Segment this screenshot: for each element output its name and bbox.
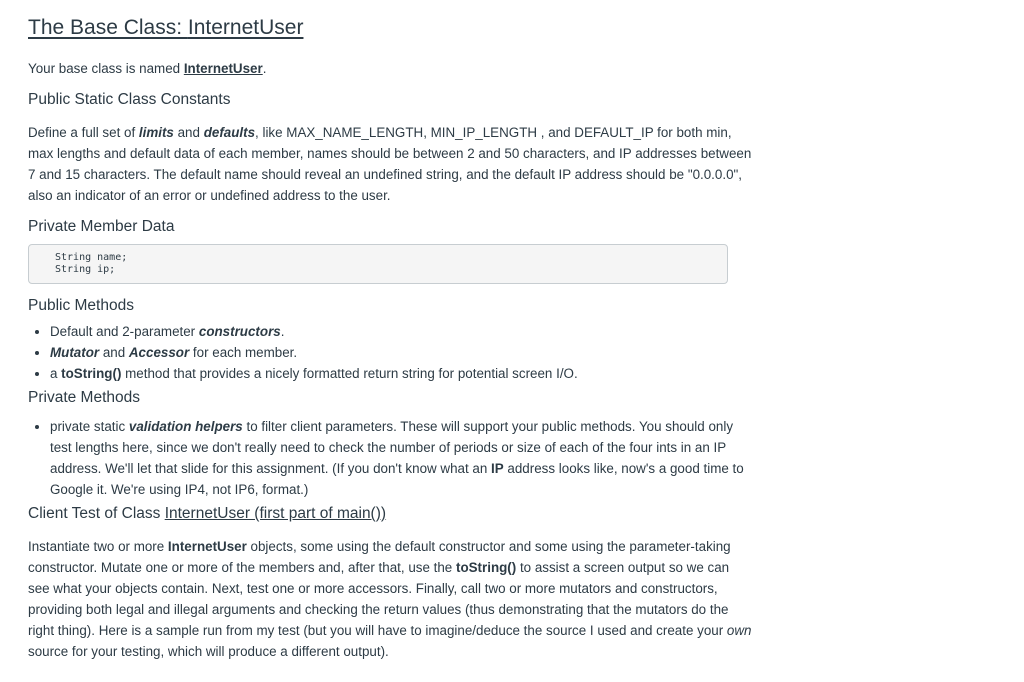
pm3-text-1: a: [50, 366, 62, 381]
sc-defaults: defaults: [203, 125, 256, 140]
intro-text-2: .: [262, 61, 267, 76]
page-title: [28, 14, 752, 42]
ct-text-4: source for your testing, which will produce a different output).: [28, 644, 389, 659]
heading-private-methods: Private Methods: [28, 389, 140, 406]
ct-text-2: objects, some using the default constructor and some using the parameter-taking constructor. Mutate one or more of the members and, after that, use the: [28, 539, 731, 575]
pm2-text-1: and: [99, 345, 129, 360]
title-class-name: InternetUser: [187, 16, 304, 39]
prm-text-2: to filter client parameters. These will support your public methods. You should only test lengths here, since we don't really need to check the number of periods or size of each of the four ints in an IP address. We'll let that slide for this assignment. (If you don't know what an: [50, 419, 734, 476]
pm2-mutator: Mutator: [50, 345, 100, 360]
prm-text-3: address looks like, now's a good time to Google it. We're using IP4, not IP6, format.): [50, 461, 744, 497]
sc-text-2: and: [173, 125, 204, 140]
list-item: [50, 416, 752, 500]
sc-text-3: , like MAX_NAME_LENGTH, MIN_IP_LENGTH , and DEFAULT_IP for both min, max lengths and default data of each member, names should be between 2 and 50 characters, and IP addresses between 7 and 15 characters. The default name should reveal an undefined string, and the default IP address should be "0.0.0.0", also an indicator of an error or undefined address to the user.: [28, 125, 752, 203]
prm-validation-helpers: validation helpers: [128, 419, 243, 434]
prm-text-1: private static: [50, 419, 129, 434]
list-item: [50, 363, 752, 384]
heading-client-test: [28, 503, 752, 525]
public-methods-list: [28, 321, 752, 384]
intro-paragraph: [28, 58, 752, 79]
pm1-constructors: constructors: [198, 324, 281, 339]
ct-own: own: [726, 623, 752, 638]
pm1-text-2: .: [280, 324, 285, 339]
sc-text-1: Define a full set of: [28, 125, 139, 140]
title-prefix: The Base Class:: [28, 16, 188, 39]
pm3-tostring: toString(): [61, 366, 122, 381]
heading-static-constants: Public Static Class Constants: [28, 91, 231, 108]
static-constants-paragraph: [28, 122, 752, 206]
intro-class-name: InternetUser: [183, 61, 263, 76]
ct-internetuser: InternetUser: [167, 539, 247, 554]
prm-ip: IP: [491, 461, 504, 476]
ct-text-3: to assist a screen output so we can see what your objects contain. Next, test one or more accessors. Finally, call two or more mutators and constructors, providing both legal and illegal arguments and checking the return values (thus demonstrating that the mutators do the right thing). Here is a sample run from my test (but you will have to imagine/deduce the source I used and create your: [28, 560, 730, 638]
ct-tostring: toString(): [455, 560, 517, 575]
code-block: String name; String ip;: [28, 244, 728, 284]
list-item: [50, 342, 752, 363]
private-methods-list: [28, 416, 752, 500]
intro-text-1: Your base class is named: [28, 61, 184, 76]
ct-text-1: Instantiate two or more: [28, 539, 168, 554]
sc-limits: limits: [138, 125, 174, 140]
heading-private-member-data: Private Member Data: [28, 218, 175, 235]
client-heading-text: Client Test of Class: [28, 505, 165, 522]
client-heading-link[interactable]: InternetUser (first part of main()): [164, 505, 387, 522]
pm3-text-2: method that provides a nicely formatted return string for potential screen I/O.: [121, 366, 578, 381]
list-item: [50, 321, 752, 342]
pm2-accessor: Accessor: [128, 345, 190, 360]
client-test-paragraph: [28, 536, 752, 662]
pm1-text-1: Default and 2-parameter: [50, 324, 199, 339]
heading-public-methods: Public Methods: [28, 297, 134, 314]
pm2-text-2: for each member.: [189, 345, 298, 360]
